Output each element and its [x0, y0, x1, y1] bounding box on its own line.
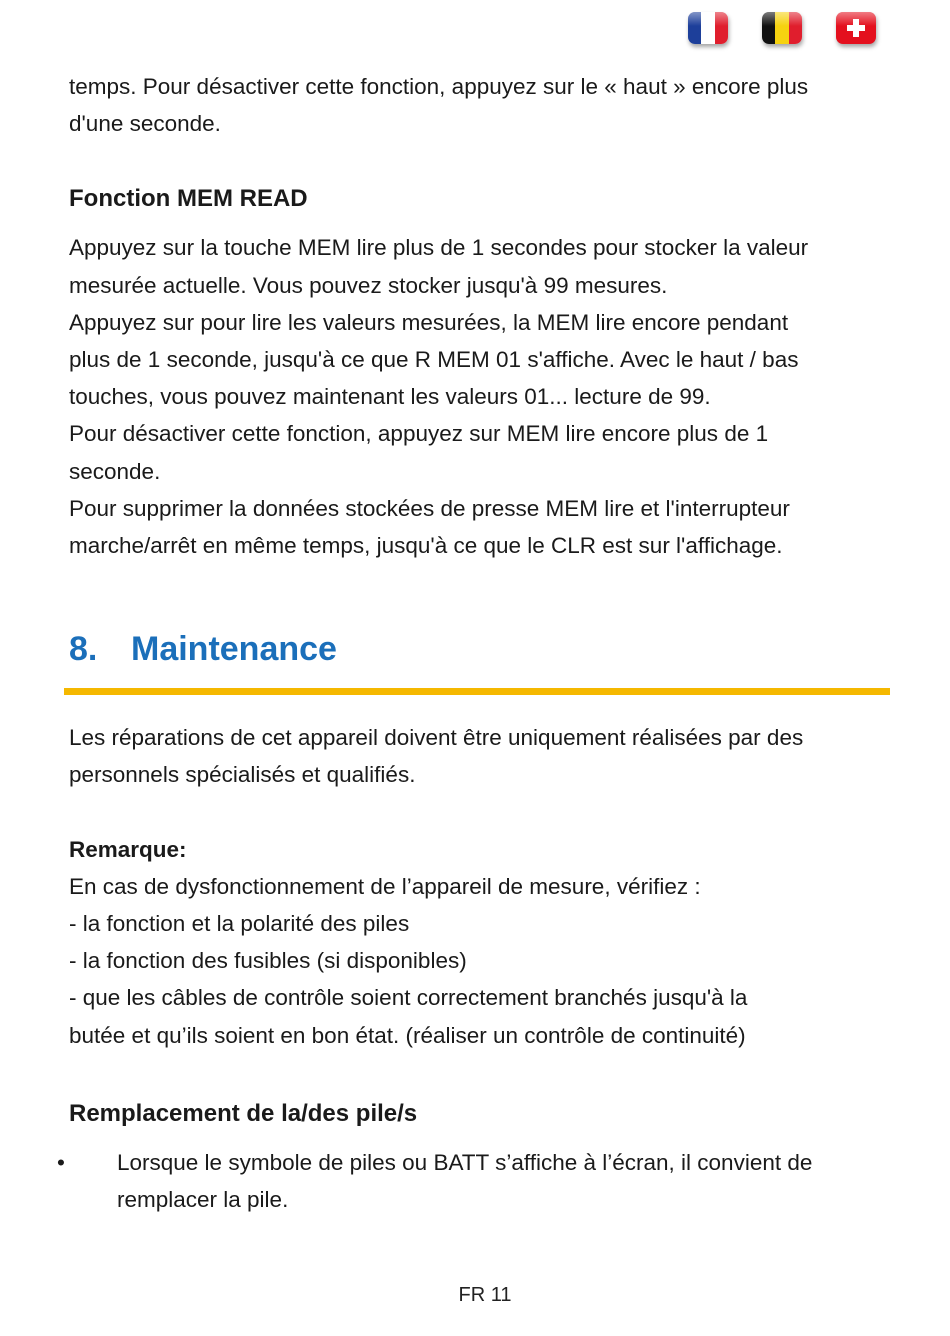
mem-read-line: Pour désactiver cette fonction, appuyez sur MEM lire encore plus de 1: [69, 421, 769, 447]
flag-france-icon[interactable]: [688, 12, 728, 44]
flag-belgium-icon[interactable]: [762, 12, 802, 44]
section-divider: [64, 688, 890, 695]
flag-switzerland-icon[interactable]: [836, 12, 876, 44]
mem-read-line: Appuyez sur la touche MEM lire plus de 1 secondes pour stocker la valeur: [69, 235, 809, 261]
mem-read-line: marche/arrêt en même temps, jusqu'à ce que le CLR est sur l'affichage.: [69, 533, 783, 559]
bullet-text: Lorsque le symbole de piles ou BATT s’affiche à l’écran, il convient de: [117, 1149, 813, 1175]
remark-line: - que les câbles de contrôle soient correctement branchés jusqu'à la: [69, 985, 748, 1011]
remark-line: butée et qu’ils soient en bon état. (réaliser un contrôle de continuité): [69, 1022, 746, 1048]
section-title: [69, 626, 899, 672]
mem-read-line: Appuyez sur pour lire les valeurs mesurées, la MEM lire encore pendant: [69, 309, 789, 335]
mem-read-line: mesurée actuelle. Vous pouvez stocker jusqu'à 99 mesures.: [69, 272, 668, 298]
section-title-text: Maintenance: [131, 630, 337, 669]
bullet-text: remplacer la pile.: [117, 1187, 289, 1213]
intro-line: temps. Pour désactiver cette fonction, appuyez sur le « haut » encore plus: [69, 74, 809, 99]
intro-line: d'une seconde.: [69, 111, 221, 137]
mem-read-heading: Fonction MEM READ: [69, 185, 308, 213]
maintenance-line: personnels spécialisés et qualifiés.: [69, 762, 416, 788]
remark-line: En cas de dysfonctionnement de l’appareil de mesure, vérifiez :: [69, 873, 701, 899]
mem-read-line: touches, vous pouvez maintenant les valeurs 01... lecture de 99.: [69, 384, 711, 410]
mem-read-line: Pour supprimer la données stockées de presse MEM lire et l'interrupteur: [69, 495, 790, 521]
remark-line: - la fonction et la polarité des piles: [69, 911, 410, 937]
remark-label: Remarque:: [69, 836, 187, 862]
list-item: [57, 1144, 899, 1218]
document-body: [57, 68, 899, 1218]
maintenance-section-header: [69, 626, 899, 695]
section-number: 8.: [69, 630, 98, 669]
battery-heading: Remplacement de la/des pile/s: [69, 1099, 418, 1127]
mem-read-line: plus de 1 seconde, jusqu'à ce que R MEM 01 s'affiche. Avec le haut / bas: [69, 347, 799, 373]
page-number: FR 11: [458, 1284, 512, 1306]
maintenance-line: Les réparations de cet appareil doivent être uniquement réalisées par des: [69, 725, 804, 751]
remark-line: - la fonction des fusibles (si disponibles): [69, 948, 467, 974]
bullet-icon: •: [57, 1149, 65, 1175]
mem-read-line: seconde.: [69, 458, 161, 484]
language-flags: [688, 12, 876, 44]
